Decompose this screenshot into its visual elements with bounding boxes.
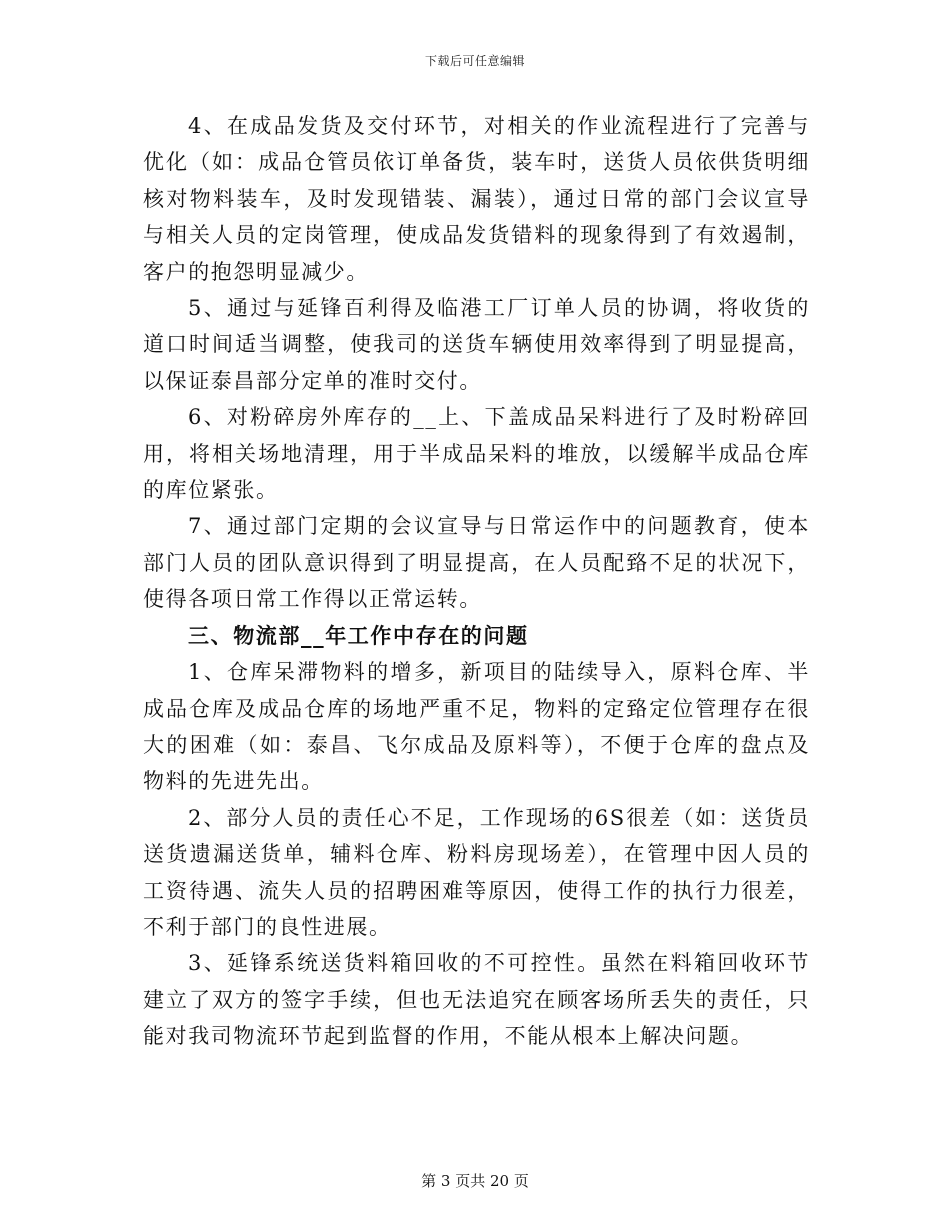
page-header-note: 下载后可任意编辑 bbox=[424, 54, 525, 68]
paragraph-item-5: 5、通过与延锋百利得及临港工厂订单人员的协调，将收货的道口时间适当调整，使我司的送货车辆使用效率得到了明显提高，以保证泰昌部分定单的准时交付。 bbox=[143, 296, 810, 393]
problem-item-3: 3、延锋系统送货料箱回收的不可控性。虽然在料箱回收环节建立了双方的签字手续，但也无法追究在顾客场所丢失的责任，只能对我司物流环节起到监督的作用，不能从根本上解决问题。 bbox=[143, 951, 810, 1049]
document-body bbox=[143, 108, 810, 1055]
section-heading: 三、物流部__年工作中存在的问题 bbox=[188, 622, 529, 648]
paragraph-item-7: 7、通过部门定期的会议宣导与日常运作中的问题教育，使本部门人员的团队意识得到了明显提高，在人员配臵不足的状况下，使得各项日常工作得以正常运转。 bbox=[143, 514, 810, 612]
page-number: 第 3 页共 20 页 bbox=[421, 1172, 529, 1190]
problem-item-2: 2、部分人员的责任心不足，工作现场的6S很差（如：送货员送货遗漏送货单，辅料仓库、粉料房现场差），在管理中因人员的工资待遇、流失人员的招聘困难等原因，使得工作的执行力很差，不利于部门的良性进展。 bbox=[143, 805, 810, 939]
paragraph-item-4: 4、在成品发货及交付环节，对相关的作业流程进行了完善与优化（如：成品仓管员依订单备货，装车时，送货人员依供货明细核对物料装车，及时发现错装、漏装），通过日常的部门会议宣导与相关人员的定岗管理，使成品发货错料的现象得到了有效遏制，客户的抱怨明显减少。 bbox=[143, 114, 810, 284]
paragraph-item-6: 6、对粉碎房外库存的__上、下盖成品呆料进行了及时粉碎回用，将相关场地清理，用于半成品呆料的堆放，以缓解半成品仓库的库位紧张。 bbox=[143, 405, 810, 503]
problem-item-1: 1、仓库呆滞物料的增多，新项目的陆续导入，原料仓库、半成品仓库及成品仓库的场地严重不足，物料的定臵定位管理存在很大的困难（如：泰昌、飞尔成品及原料等），不便于仓库的盘点及物料的先进先出。 bbox=[143, 660, 810, 794]
